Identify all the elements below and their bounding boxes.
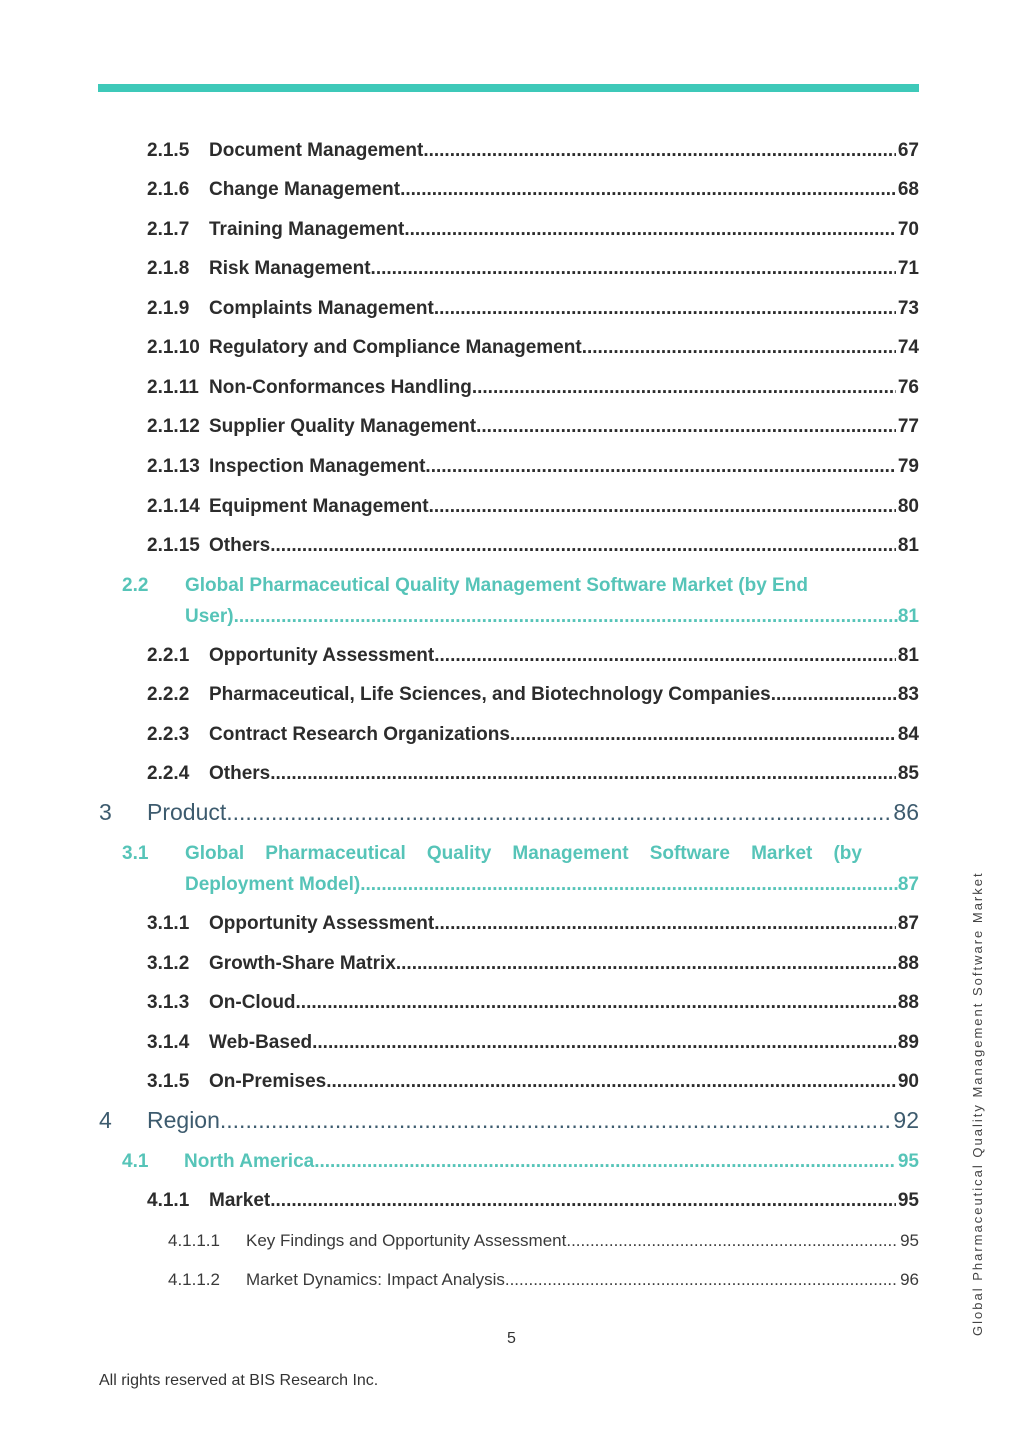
toc-title: Regulatory and Compliance Management (209, 337, 582, 358)
toc-number: 4.1.1.2 (168, 1270, 220, 1289)
toc-entry-2-2[interactable] (122, 575, 919, 635)
toc-title: North America (184, 1151, 315, 1172)
toc-page: 81 (897, 645, 919, 666)
toc-title: Non-Conformances Handling (209, 377, 472, 398)
toc-leader (472, 377, 896, 399)
toc-page: 81 (897, 535, 919, 556)
toc-leader (404, 219, 896, 241)
toc-page: 70 (897, 219, 919, 240)
toc-number: 2.1.5 (147, 140, 190, 161)
toc-entry-2-1-14[interactable] (147, 496, 919, 518)
toc-leader (396, 953, 896, 975)
toc-title: Product (147, 799, 227, 825)
toc-leader (582, 337, 896, 359)
toc-number: 2.2.4 (147, 763, 190, 784)
toc-page: 95 (897, 1151, 919, 1172)
toc-title: Web-Based (209, 1032, 313, 1053)
toc-page: 87 (897, 874, 919, 895)
toc-title: Opportunity Assessment (209, 913, 435, 934)
toc-page: 89 (897, 1032, 919, 1053)
toc-entry-4-1-1-1[interactable] (168, 1231, 919, 1251)
toc-leader (234, 606, 898, 628)
toc-title: Training Management (209, 219, 405, 240)
toc-page: 73 (897, 298, 919, 319)
toc-leader (423, 140, 896, 162)
toc-title: Complaints Management (209, 298, 434, 319)
toc-number: 2.1.15 (147, 535, 200, 556)
toc-page: 74 (897, 337, 919, 358)
toc-number: 3.1.5 (147, 1071, 190, 1092)
toc-leader (425, 456, 895, 478)
toc-page: 88 (897, 992, 919, 1013)
toc-number: 2.1.7 (147, 219, 190, 240)
toc-title-line1: Global Pharmaceutical Quality Management Software Market (by (185, 843, 862, 864)
toc-title-line1: Global Pharmaceutical Quality Management Software Market (by End (185, 575, 808, 596)
toc-page: 80 (897, 496, 919, 517)
toc-leader (220, 1107, 892, 1134)
toc-leader (371, 258, 896, 280)
toc-leader (566, 1231, 898, 1251)
toc-number: 2.1.13 (147, 456, 200, 477)
page-number: 5 (507, 1330, 516, 1347)
toc-leader (270, 1190, 896, 1212)
toc-page: 77 (897, 416, 919, 437)
toc-entry-2-1-15[interactable] (147, 535, 919, 557)
toc-title-line2: Deployment Model) (185, 874, 361, 895)
toc-entry-3-1-2[interactable] (147, 953, 919, 975)
toc-leader (476, 416, 896, 438)
toc-leader (434, 645, 896, 667)
toc-page: 84 (897, 724, 919, 745)
toc-page: 68 (897, 179, 919, 200)
toc-number: 3.1.3 (147, 992, 190, 1013)
toc-number: 3.1.4 (147, 1032, 190, 1053)
toc-title: Region (147, 1107, 220, 1133)
toc-leader (434, 913, 896, 935)
toc-number: 3.1 (122, 843, 149, 864)
toc-page: 95 (900, 1231, 919, 1250)
toc-leader (360, 874, 898, 896)
toc-number: 4.1.1 (147, 1190, 190, 1211)
toc-number: 2.2 (122, 575, 149, 596)
toc-entry-3-1-1[interactable] (147, 913, 919, 935)
toc-chapter-4[interactable] (99, 1107, 919, 1134)
toc-entry-2-1-10[interactable] (147, 337, 919, 359)
toc-entry-3-1-4[interactable] (147, 1032, 919, 1054)
toc-title: Document Management (209, 140, 424, 161)
toc-leader (771, 684, 896, 706)
toc-page: 71 (897, 258, 919, 279)
toc-entry-2-2-2[interactable] (147, 684, 919, 706)
toc-leader (270, 535, 896, 557)
toc-page: 79 (897, 456, 919, 477)
toc-page: 87 (897, 913, 919, 934)
toc-leader (326, 1071, 896, 1093)
toc-entry-2-1-12[interactable] (147, 416, 919, 438)
toc-leader (312, 1032, 896, 1054)
toc-leader (226, 799, 891, 826)
toc-entry-4-1[interactable] (122, 1151, 919, 1173)
toc-number: 2.1.10 (147, 337, 200, 358)
toc-title: Risk Management (209, 258, 371, 279)
toc-number: 3.1.2 (147, 953, 190, 974)
toc-title: Equipment Management (209, 496, 429, 517)
toc-entry-2-1-11[interactable] (147, 377, 919, 399)
toc-title: On-Premises (209, 1071, 327, 1092)
toc-leader (314, 1151, 896, 1173)
toc-entry-2-1-5[interactable] (147, 140, 919, 162)
toc-leader (505, 1270, 898, 1290)
toc-title: Market (209, 1190, 271, 1211)
toc-title: Key Findings and Opportunity Assessment (246, 1231, 567, 1250)
toc-leader (429, 496, 896, 518)
toc-number: 4 (99, 1107, 112, 1133)
toc-page: 96 (900, 1270, 919, 1289)
toc-entry-2-1-9[interactable] (147, 298, 919, 320)
toc-number: 2.2.1 (147, 645, 190, 666)
toc-number: 2.1.11 (147, 377, 199, 398)
toc-page: 81 (897, 606, 919, 627)
toc-title: Supplier Quality Management (209, 416, 477, 437)
toc-number: 4.1 (122, 1151, 149, 1172)
toc-entry-3-1-5[interactable] (147, 1071, 919, 1093)
toc-number: 2.1.8 (147, 258, 190, 279)
toc-page: 92 (893, 1107, 919, 1133)
toc-entry-2-1-13[interactable] (147, 456, 919, 478)
toc-leader (434, 298, 896, 320)
toc-title: Contract Research Organizations (209, 724, 510, 745)
toc-title: Pharmaceutical, Life Sciences, and Biotechnology Companies (209, 684, 771, 705)
toc-title: Change Management (209, 179, 401, 200)
toc-entry-4-1-1-2[interactable] (168, 1270, 919, 1290)
toc-entry-2-1-7[interactable] (147, 219, 919, 241)
toc-chapter-3[interactable] (99, 799, 919, 826)
toc-number: 2.1.9 (147, 298, 190, 319)
toc-number: 2.2.3 (147, 724, 190, 745)
toc-number: 3 (99, 799, 112, 825)
toc-title: Market Dynamics: Impact Analysis (246, 1270, 505, 1289)
toc-page: 95 (897, 1190, 919, 1211)
toc-entry-2-2-4[interactable] (147, 763, 919, 785)
toc-number: 2.1.12 (147, 416, 200, 437)
toc-page: 67 (897, 140, 919, 161)
toc-title: Opportunity Assessment (209, 645, 435, 666)
toc-entry-3-1[interactable] (122, 843, 919, 903)
toc-entry-3-1-3[interactable] (147, 992, 919, 1014)
toc-number: 2.2.2 (147, 684, 190, 705)
footer-copyright: All rights reserved at BIS Research Inc. (99, 1372, 379, 1389)
toc-entry-2-1-6[interactable] (147, 179, 919, 201)
toc-number: 2.1.14 (147, 496, 200, 517)
toc-title: On-Cloud (209, 992, 296, 1013)
toc-page: 90 (897, 1071, 919, 1092)
toc-number: 2.1.6 (147, 179, 190, 200)
toc-title: Others (209, 763, 271, 784)
side-running-title: Global Pharmaceutical Quality Management Software Market (970, 871, 985, 1336)
toc-leader (400, 179, 896, 201)
toc-page: 86 (893, 799, 919, 825)
toc-page: 88 (897, 953, 919, 974)
toc-page: 85 (897, 763, 919, 784)
toc-number: 3.1.1 (147, 913, 190, 934)
toc-title: Growth-Share Matrix (209, 953, 396, 974)
toc-entry-2-1-8[interactable] (147, 258, 919, 280)
toc-page: 76 (897, 377, 919, 398)
toc-leader (510, 724, 896, 746)
toc-title: Others (209, 535, 271, 556)
toc-entry-2-2-3[interactable] (147, 724, 919, 746)
toc-page: 83 (897, 684, 919, 705)
toc-entry-2-2-1[interactable] (147, 645, 919, 667)
toc-title: Inspection Management (209, 456, 426, 477)
toc-number: 4.1.1.1 (168, 1231, 220, 1250)
toc-leader (296, 992, 896, 1014)
toc-title-line2: User) (185, 606, 234, 627)
toc-entry-4-1-1[interactable] (147, 1190, 919, 1212)
toc-leader (270, 763, 896, 785)
